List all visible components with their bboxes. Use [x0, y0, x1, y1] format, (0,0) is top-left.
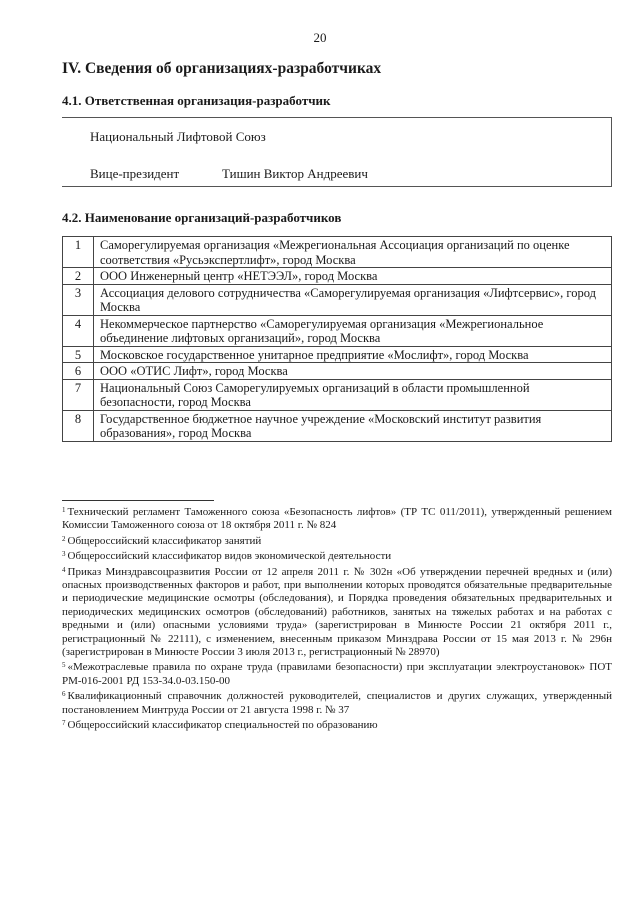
- responsible-org-name: Национальный Лифтовой Союз: [90, 129, 266, 144]
- responsible-person-role: Вице-президент: [90, 166, 180, 181]
- table-row: [63, 363, 612, 380]
- section-title: IV. Сведения об организациях-разработчиках: [62, 60, 382, 77]
- row-number: 5: [63, 346, 94, 363]
- table-row: [63, 237, 612, 268]
- footnote-text: «Межотраслевые правила по охране труда (правилами безопасности) при эксплуатации электроустановок» ПОТ РМ-016-2001 РД 153-34.0-03.150-00: [62, 661, 612, 687]
- footnotes: [62, 504, 612, 733]
- organization-name: Саморегулируемая организация «Межрегиональная Ассоциация организаций по оценке соответствия «Русьэкспертлифт», город Москва: [94, 237, 612, 268]
- footnote: [62, 548, 612, 563]
- organization-name: Московское государственное унитарное предприятие «Мослифт», город Москва: [94, 346, 612, 363]
- footnote-text: Квалификационный справочник должностей руководителей, специалистов и других служащих, утвержденный постановлением Минтруда России от 21 августа 1998 г. № 37: [62, 690, 612, 716]
- footnote-mark: 3: [62, 550, 66, 559]
- footnote-mark: 6: [62, 690, 66, 699]
- footnote-mark: 1: [62, 506, 66, 514]
- table-row: [63, 346, 612, 363]
- footnote-mark: 4: [62, 565, 66, 574]
- developers-heading: 4.2. Наименование организаций-разработчиков: [62, 210, 342, 225]
- row-number: 7: [63, 379, 94, 410]
- footnote-text: Технический регламент Таможенного союза «Безопасность лифтов» (ТР ТС 011/2011), утвержденный решением Комиссии Таможенного союза от 18 октября 2011 г. № 824: [62, 506, 612, 532]
- row-number: 8: [63, 410, 94, 441]
- footnote-text: Общероссийский классификатор специальностей по образованию: [67, 719, 378, 732]
- footnote-text: Общероссийский классификатор занятий: [67, 534, 262, 547]
- row-number: 3: [63, 284, 94, 315]
- organization-name: ООО Инженерный центр «НЕТЭЭЛ», город Москва: [94, 268, 612, 285]
- row-number: 2: [63, 268, 94, 285]
- organization-name: Некоммерческое партнерство «Саморегулируемая организация «Межрегиональное объединение лифтовых организаций», город Москва: [94, 315, 612, 346]
- responsible-person-name: Тишин Виктор Андреевич: [222, 166, 368, 181]
- developers-table: [62, 236, 612, 442]
- organization-name: Национальный Союз Саморегулируемых организаций в области промышленной безопасности, город Москва: [94, 379, 612, 410]
- table-row: [63, 315, 612, 346]
- table-row: [63, 268, 612, 285]
- footnote: [62, 688, 612, 717]
- table-row: [63, 379, 612, 410]
- table-row: [63, 284, 612, 315]
- footnote: [62, 533, 612, 548]
- footnote-text: Общероссийский классификатор видов экономической деятельности: [67, 550, 392, 563]
- responsible-org-heading: 4.1. Ответственная организация-разработчик: [62, 93, 331, 108]
- row-number: 4: [63, 315, 94, 346]
- footnote-text: Приказ Минздравсоцразвития России от 12 апреля 2011 г. № 302н «Об утверждении перечней вредных и (или) опасных производственных факторов и работ, при выполнении которых проводятся обязательные предварительные и периодические медицинские осмотры (обследования), и Порядка проведения обязательных предварительных и периодических медицинских осмотров (обследований) работников, занятых на тяжелых работах и на работах с вредными и (или) опасными условиями труда» (зарегистрирован в Минюсте России 21 октября 2011 г., регистрационный № 22111), с изменением, внесенным приказом Минздрава России от 15 мая 2013 г. № 296н (зарегистрирован в Минюсте России 3 июля 2013 г., регистрационный № 28970): [62, 565, 612, 659]
- footnote: [62, 659, 612, 688]
- row-number: 1: [63, 237, 94, 268]
- footnote: [62, 717, 612, 732]
- footnote-divider: [62, 500, 214, 501]
- page-number: 20: [313, 30, 327, 45]
- footnote-mark: 5: [62, 661, 66, 670]
- organization-name: ООО «ОТИС Лифт», город Москва: [94, 363, 612, 380]
- footnote: [62, 504, 612, 533]
- footnote-mark: 7: [62, 719, 66, 728]
- responsible-org-box: [62, 117, 612, 187]
- row-number: 6: [63, 363, 94, 380]
- footnote-mark: 2: [62, 534, 66, 543]
- organization-name: Государственное бюджетное научное учреждение «Московский институт развития образования», город Москва: [94, 410, 612, 441]
- table-row: [63, 410, 612, 441]
- footnote: [62, 564, 612, 660]
- organization-name: Ассоциация делового сотрудничества «Саморегулируемая организация «Лифтсервис», город Москва: [94, 284, 612, 315]
